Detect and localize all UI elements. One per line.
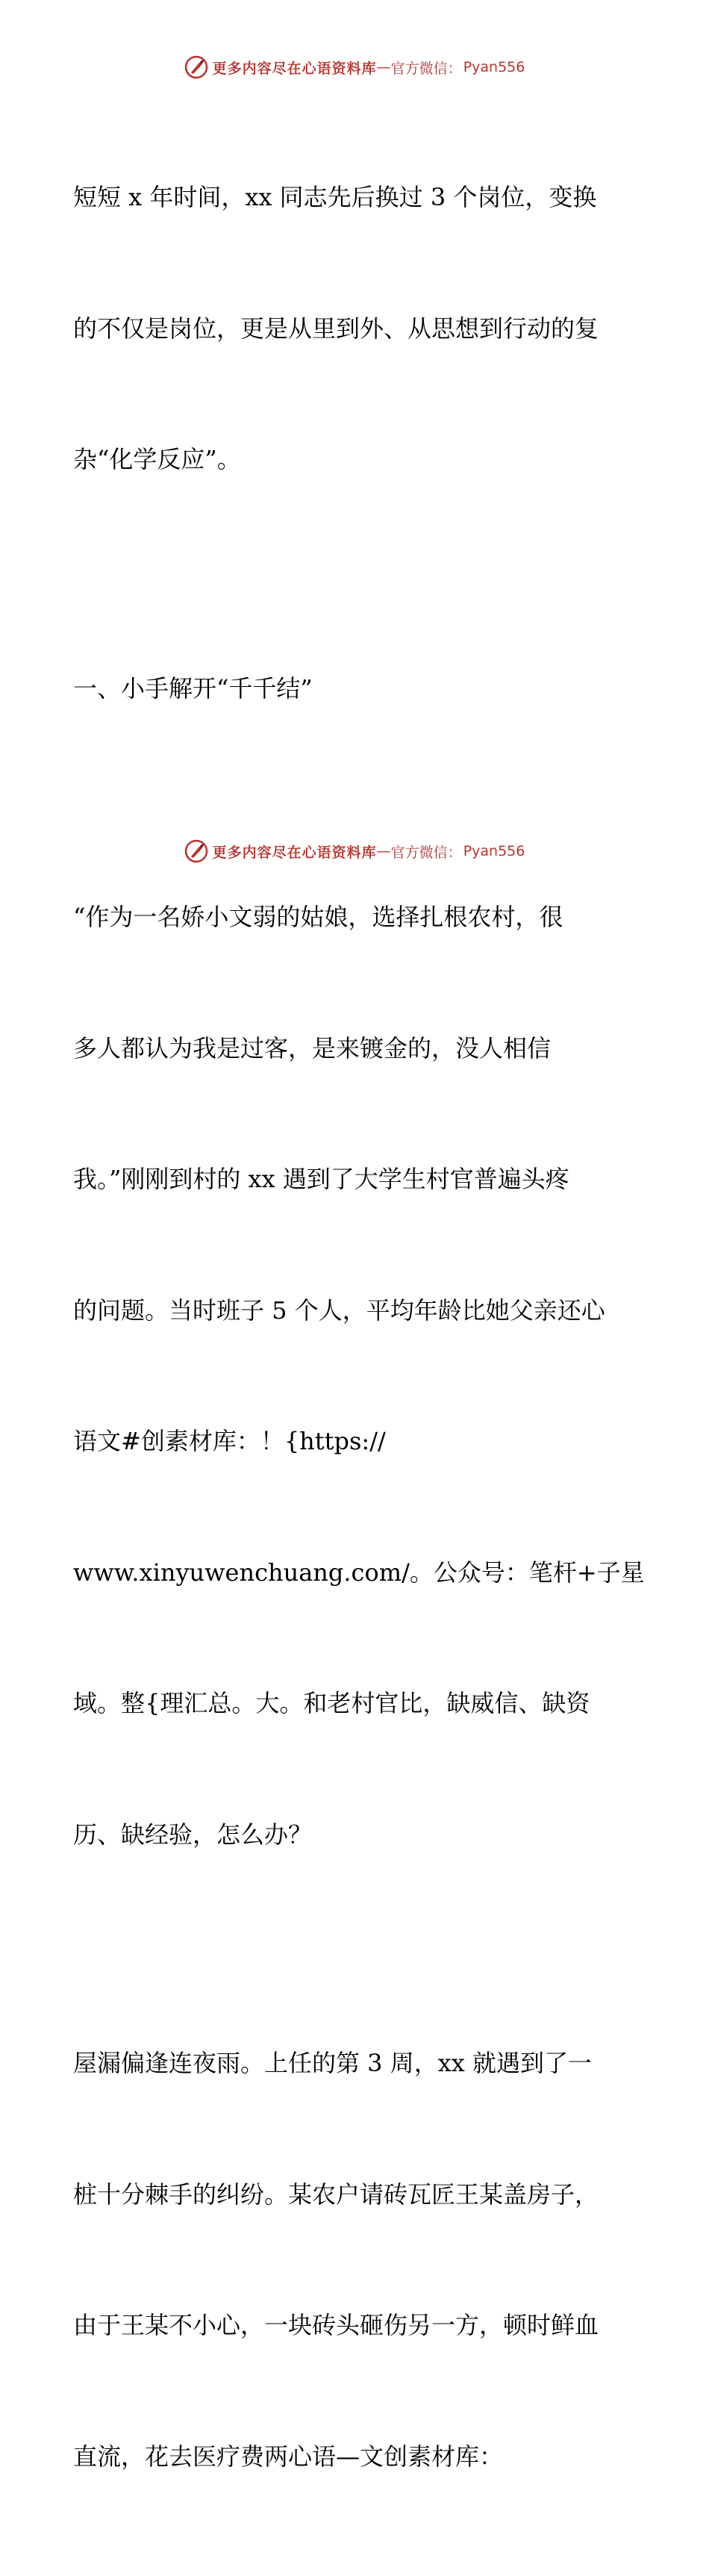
text-line: 直流，花去医疗费两心语—文创素材库： [73,2442,504,2471]
text-line: 短短 x 年时间，xx 同志先后换过 3 个岗位，变换 [73,183,597,211]
text-line: 域。整{理汇总。大。和老村官比，缺威信、缺资 [73,1689,590,1717]
section-heading [73,579,640,798]
footer-watermark-banner [0,836,709,866]
banner-dash: — [376,59,391,75]
banner-handle: Pyan556 [463,59,525,75]
paragraph-quote [73,808,645,1944]
text-line: “作为一名娇小文弱的姑娘，选择扎根农村，很 [73,903,563,931]
text-line: 的不仅是岗位，更是从里到外、从思想到行动的复 [73,314,599,343]
banner-main-text: 更多内容尽在心语资料库 [212,844,377,861]
text-line: 桩十分棘手的纠纷。某农户请砖瓦匠王某盖房子， [73,2180,599,2209]
pen-logo-icon [184,839,208,863]
text-line: 杂“化学反应”。 [73,445,241,473]
banner-wechat-label: 官方微信： [390,844,462,861]
banner-main-text: 更多内容尽在心语资料库 [212,60,377,77]
pen-logo-icon [184,55,208,79]
text-line: 的问题。当时班子 5 个人，平均年龄比她父亲还心 [73,1295,605,1325]
text-line: 屋漏偏逢连夜雨。上任的第 3 周，xx 就遇到了一 [73,2049,592,2077]
text-line: 由于王某不小心，一块砖头砸伤另一方，顿时鲜血 [73,2311,599,2339]
header-watermark-banner [0,52,709,82]
heading-line: 一、小手解开“千千结” [73,673,313,703]
text-line: www.xinyuwenchuang.com/。公众号：笔杆+子星 [73,1558,645,1587]
banner-handle: Pyan556 [463,843,525,859]
paragraph-intro [73,88,640,569]
document-body [73,88,645,2576]
text-line: 语文#创素材库：！{https:// [73,1427,386,1455]
text-line: 历、缺经验，怎么办？ [73,1820,313,1849]
text-line: 我。”刚刚到村的 xx 遇到了大学生村官普遍头疼 [73,1165,569,1193]
paragraph-dispute [73,1954,640,2566]
text-line: 多人都认为我是过客，是来镀金的，没人相信 [73,1033,552,1063]
banner-dash: — [376,843,391,859]
banner-wechat-label: 官方微信： [390,60,462,77]
